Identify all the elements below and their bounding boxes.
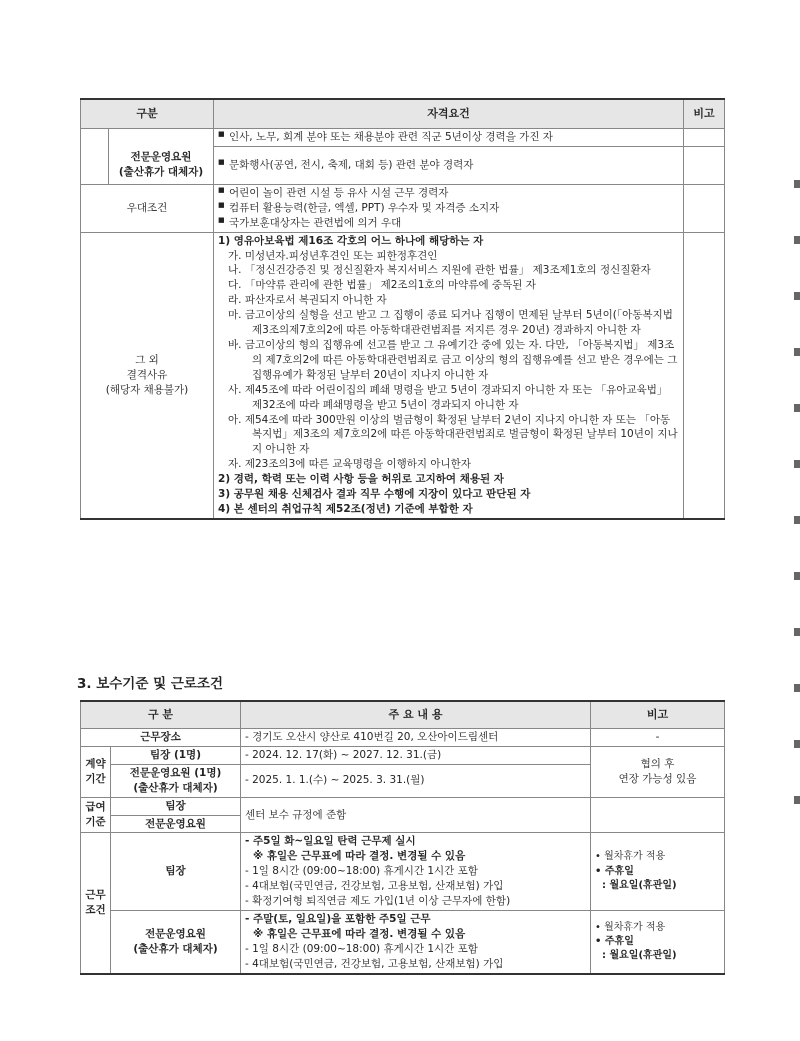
pay-label: 기준: [85, 816, 106, 829]
preference-label: 우대조건: [81, 184, 214, 232]
list-item: ■ 인사, 노무, 회계 분야 또는 채용분야 관련 직군 5년이상 경력을 가진 자: [218, 130, 679, 145]
blank-cell: [109, 129, 214, 147]
table-row: [81, 184, 725, 232]
list-item: 3) 공무원 채용 신체검사 결과 직무 수행에 지장이 있다고 판단된 자: [218, 488, 531, 501]
pay-conditions-table: [80, 700, 725, 975]
list-item: • 월차휴가 적용: [595, 921, 666, 933]
list-item: 다. 「마약류 관리에 관한 법률」 제2조의1호의 마약류에 중독된 자: [228, 279, 536, 292]
remark-cell: [684, 184, 725, 232]
contract-note: 연장 가능성 있음: [618, 772, 697, 785]
list-item: 아. 제54조에 따라 300만원 이상의 벌금형이 확정된 날부터 2년이 지나지 아니한 자 또는 「아동복지법」제3조의 제7호의2에 따른 아동학대관련범죄로 벌금형이 확정된 날부터 10년이 지나지 아니한 자: [228, 413, 678, 456]
work-label-cell: [81, 833, 111, 974]
contract-note-cell: [591, 746, 725, 797]
list-item: - 확정기여형 퇴직연금 제도 가입(1년 이상 근무자에 한함): [245, 895, 511, 908]
table-row: [81, 729, 725, 747]
contract-label: 계약: [85, 757, 106, 770]
remark-cell: [684, 129, 725, 147]
pay-content: 센터 보수 규정에 준함: [241, 797, 591, 833]
pay-label-cell: [81, 797, 111, 833]
header-remarks: 비고: [684, 99, 725, 129]
blank-cell: [81, 129, 109, 147]
work-staff-content: [241, 910, 591, 973]
list-item: : 월요일(휴관일): [602, 949, 677, 961]
header-category: 구 분: [81, 701, 241, 729]
list-item: 4) 본 센터의 취업규칙 제52조(정년) 기준에 부합한 자: [218, 502, 473, 515]
list-item: ※ 휴일은 근무표에 따라 결정. 변경될 수 있음: [253, 927, 466, 940]
list-item: • 주휴일: [595, 865, 634, 877]
pay-leader-label: 팀장: [111, 797, 241, 815]
blank-cell: [81, 146, 109, 184]
table-header-row: [81, 701, 725, 729]
list-item: 나. 「정신건강증진 및 정신질환자 복지서비스 지원에 관한 법률」 제3조제1호의 정신질환자: [228, 264, 651, 277]
role-label: 전문운영요원: [130, 151, 192, 164]
list-item: ■ 문화행사(공연, 전시, 축제, 대회 등) 관련 분야 경력자: [218, 158, 679, 173]
list-item: 마. 금고이상의 실형을 선고 받고 그 집행이 종료 되거나 집행이 면제된 날부터 5년이(「아동복지법 제3조의제7호의2에 따른 아동학대관련범죄를 저지른 경우 20년) 경과하지 아니한 자: [228, 309, 673, 337]
table-row: [81, 746, 725, 764]
requirement-cell: [214, 146, 684, 184]
list-item: 바. 금고이상의 형의 집행유예 선고를 받고 그 유예기간 중에 있는 자. 다만, 「아동복지법」 제3조의 제7호의2에 따른 아동학대관련범죄로 금고 이상의 형의 집행유예를 선고 받은 경우에는 그 집행유예가 확정된 날부터 20년이 지나지 아니한 자: [228, 338, 678, 381]
role-sublabel: (출산휴가 대체자): [118, 166, 204, 179]
remark-cell: [684, 232, 725, 519]
contract-staff-label: 전문운영요원 (1명): [129, 766, 222, 779]
workplace-content: - 경기도 오산시 양산로 410번길 20, 오산아이드림센터: [241, 729, 591, 747]
header-main-content: 주 요 내 용: [241, 701, 591, 729]
work-staff-label: 전문운영요원: [145, 927, 206, 940]
list-item: - 1일 8시간 (09:00~18:00) 휴게시간 1시간 포함: [245, 865, 478, 878]
pay-label: 급여: [85, 801, 106, 814]
work-leader-label: 팀장: [111, 833, 241, 911]
work-leader-content: [241, 833, 591, 911]
work-staff-notes: [591, 910, 725, 973]
adjacent-page-edge: [794, 180, 800, 820]
table-row: [81, 797, 725, 815]
workplace-note: -: [591, 729, 725, 747]
list-item: - 4대보험(국민연금, 건강보험, 고용보험, 산재보험) 가입: [245, 957, 504, 970]
contract-label: 기간: [85, 772, 106, 785]
requirement-cell: [214, 184, 684, 232]
contract-staff-content: - 2025. 1. 1.(수) ~ 2025. 3. 31.(월): [241, 764, 591, 797]
contract-leader-label: 팀장 (1명): [111, 746, 241, 764]
list-item: ■ 컴퓨터 활용능력(한글, 엑셀, PPT) 우수자 및 자격증 소지자: [218, 201, 679, 216]
table-row: [81, 146, 725, 184]
work-leader-notes: [591, 833, 725, 911]
workplace-label: 근무장소: [81, 729, 241, 747]
work-staff-sublabel: (출산휴가 대체자): [133, 942, 218, 955]
disqualify-label-cell: [81, 232, 214, 519]
contract-staff-sublabel: (출산휴가 대체자): [133, 781, 218, 794]
contract-note: 협의 후: [640, 757, 675, 770]
remark-cell: [684, 146, 725, 184]
list-item: • 주휴일: [595, 935, 634, 947]
table-row: [81, 232, 725, 519]
table-header-row: [81, 99, 725, 129]
header-requirements: 자격요건: [214, 99, 684, 129]
table-row: [81, 910, 725, 973]
pay-staff-label: 전문운영요원: [111, 815, 241, 833]
header-category: 구분: [81, 99, 214, 129]
list-item: ■ 국가보훈대상자는 관련법에 의거 우대: [218, 216, 679, 231]
list-item: 라. 파산자로서 복권되지 아니한 자: [228, 294, 387, 307]
contract-label-cell: [81, 746, 111, 797]
list-item: - 주말(토, 일요일)을 포함한 주5일 근무: [245, 912, 431, 925]
list-item: - 4대보험(국민연금, 건강보험, 고용보험, 산재보험) 가입: [245, 880, 504, 893]
table-row: [81, 129, 725, 147]
work-label: 조건: [85, 904, 106, 917]
disqualify-label: (해당자 채용불가): [105, 383, 189, 396]
qualification-table: [80, 98, 725, 520]
list-item: 1) 영유아보육법 제16조 각호의 어느 하나에 해당하는 자: [218, 234, 484, 247]
list-item: • 월차휴가 적용: [595, 851, 666, 863]
requirement-cell: [214, 232, 684, 519]
list-item: ■ 어린이 놀이 관련 시설 등 유사 시설 근무 경력자: [218, 186, 679, 201]
table-row: [81, 833, 725, 911]
pay-note: [591, 797, 725, 833]
header-remarks: 비고: [591, 701, 725, 729]
contract-staff-label-cell: [111, 764, 241, 797]
list-item: - 1일 8시간 (09:00~18:00) 휴게시간 1시간 포함: [245, 942, 478, 955]
requirement-cell: [214, 129, 684, 147]
list-item: 2) 경력, 학력 또는 이력 사항 등을 허위로 고지하여 채용된 자: [218, 473, 504, 486]
role-label-cell: [109, 146, 214, 184]
list-item: - 주5일 화~일요일 탄력 근무제 실시: [245, 835, 416, 848]
work-label: 근무: [85, 889, 106, 902]
contract-leader-content: - 2024. 12. 17(화) ~ 2027. 12. 31.(금): [241, 746, 591, 764]
work-staff-label-cell: [111, 910, 241, 973]
list-item: : 월요일(휴관일): [602, 879, 677, 891]
list-item: ※ 휴일은 근무표에 따라 결정. 변경될 수 있음: [253, 850, 466, 863]
list-item: 사. 제45조에 따라 어린이집의 폐쇄 명령을 받고 5년이 경과되지 아니한 자 또는 「유아교육법」 제32조에 따라 폐쇄명령을 받고 5년이 경과되지 아니한 자: [228, 383, 668, 411]
list-item: 가. 미성년자.피성년후견인 또는 피한정후견인: [228, 249, 438, 262]
disqualify-label: 결격사유: [126, 368, 168, 381]
disqualify-label: 그 외: [135, 353, 159, 366]
section-title: 3. 보수기준 및 근로조건: [77, 676, 223, 692]
list-item: 자. 제23조의3에 따른 교육명령을 이행하지 아니한자: [228, 458, 471, 471]
